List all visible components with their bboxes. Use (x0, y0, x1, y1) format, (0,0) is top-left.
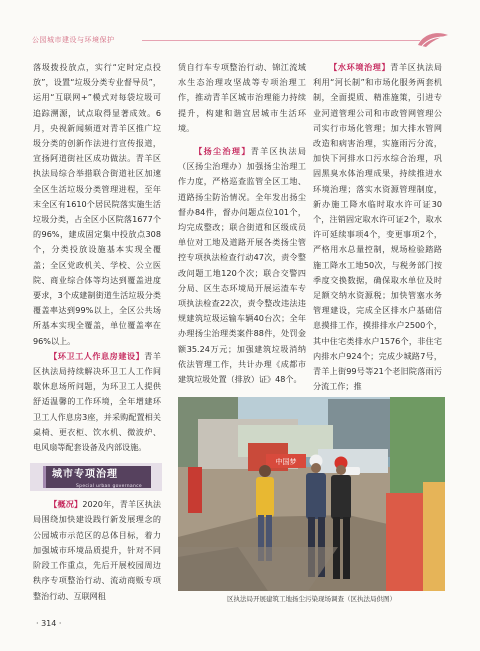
paragraph-text: 青羊区执法局持续解决环卫工人工作间歇休息场所问题，为环卫工人提供舒适温馨的工作环境，全年增建环卫工人作息房3座，并采购配置相关桌椅、更衣柜、饮水机、微波炉、电风扇等配套设备及内部设施。 (33, 350, 161, 453)
paragraph-text: 青羊区执法局利用“河长制”和市场化服务两套机制，全面提质、精准施策，引进专业河道管理公司和市政管网管理公司实行市场化管理；加大排水管网改造和病害治理，实施雨污分流，加快下河排水口污水综合治理，巩固黑臭水体治理成果，持续推进水环境治理；落实水资源管理制度，新办施工降水临时取水许可证30个，注销固定取水许可证2个，取水许可延续事项4个，变更事项2个，严格用水总量控制，规场检验踏路施工降水工地50次，与税务部门按季度交换数据，确保取水单位及时足额交纳水资源税；加快管塞水务管理建设，完成全区排水户基础信息摸排工作，摸排排水户2500个，其中住宅类排水户1576个，非住宅内排水户924个；完成少城路7号，青羊上街99号等21个老旧院落雨污分流工作；推 (313, 62, 442, 392)
section-banner-title: 城市专项治理 (52, 469, 118, 481)
paragraph-sanitation-rest-house (33, 349, 161, 455)
column-right (313, 60, 442, 394)
sign-text: 中国梦 (275, 458, 297, 466)
column-middle (178, 60, 306, 387)
paragraph-garbage-sorting: 落圾拨投放点，实行“定时定点投放”，设置“垃圾分类专业督导员”，运用“互联网+”模式对每袋垃圾可追踪溯源，试点取得显著成效。6月，央视新闻频道对青羊区推广垃圾分类的创新作法进行宣传报道，宣扬阿道街社区成功做法。青羊区执法局综合举措联合街道社区加速全区生活垃圾分类管理进程，至年末全区有1610个居民院落实施生活垃圾分类，占全区小区院落1677个的96%，建成固定集中投放点308个，分类投放设施基本实现全覆盖；全区党政机关、学校、公立医院、商业综合体等均达到覆盖进度要求，3个成建制街道生活垃圾分类覆盖率达到99%以上，全区公共场所基本实现全覆盖，单位覆盖率在96%以上。 (33, 62, 161, 346)
photo-illustration (178, 397, 445, 591)
paragraph-continued: 赁自行车专项整治行动、锦江流域水生态治理攻坚战等专项治理工作，推动青羊区城市治理能力持续提升，构建和谐宜居城市生活环境。 (178, 62, 306, 133)
section-tag: 【概况】 (49, 499, 83, 510)
paragraph-text: 2020年，青羊区执法局围绕加快建设践行新发展理念的公园城市示范区的总体目标，着力加强城市环境品质提升，针对不同阶段工作重点，先后开展校园周边秩序专项整治行动、流动商贩专项整治行动、互联网租 (33, 499, 161, 601)
section-banner-box (43, 466, 151, 488)
construction-site-photo (178, 397, 445, 591)
page-header (0, 0, 480, 58)
paragraph-overview (33, 497, 161, 603)
photo-caption: 区执法局开展建筑工地扬尘污染现场调查（区执法局供图） (227, 595, 396, 603)
header-rule (142, 40, 420, 41)
site-sign (266, 454, 306, 468)
running-header-title: 公园城市建设与环境保护 (32, 36, 115, 44)
section-tag: 【水环境治理】 (329, 62, 391, 72)
section-tag: 【环卫工人作息房建设】 (49, 350, 145, 361)
section-banner-subtitle: Special urban governance (76, 484, 142, 490)
paragraph-water-governance (313, 60, 442, 394)
column-left (33, 60, 161, 604)
section-tag: 【扬尘治理】 (194, 146, 251, 157)
page-number: · 314 · (36, 619, 62, 628)
paragraph-text: 青羊区执法局（区扬尘治理办）加强扬尘治理工作力度，严格巡查监管全区工地、道路扬尘防治情况。全年发出扬尘督办84件，督办问题点位101个，均完成整改；联合街道和区级成员单位对工地及道路开展各类扬尘管控专项执法检查行动47次，责令整改问题工地120个次；联合交警四分局、区生态环境局开展运渣车专项执法检查22次，责令整改违法违规建筑垃圾运输车辆40台次；全年办理扬尘治理类案件88件，处罚金额35.24万元；加强建筑垃圾消纳依法管理工作，共计办理《成都市建筑垃圾处置（排放）证》48个。 (178, 146, 306, 385)
paragraph-dust-control (178, 144, 306, 387)
leaf-ornament-icon (416, 31, 450, 49)
section-banner (30, 463, 162, 491)
